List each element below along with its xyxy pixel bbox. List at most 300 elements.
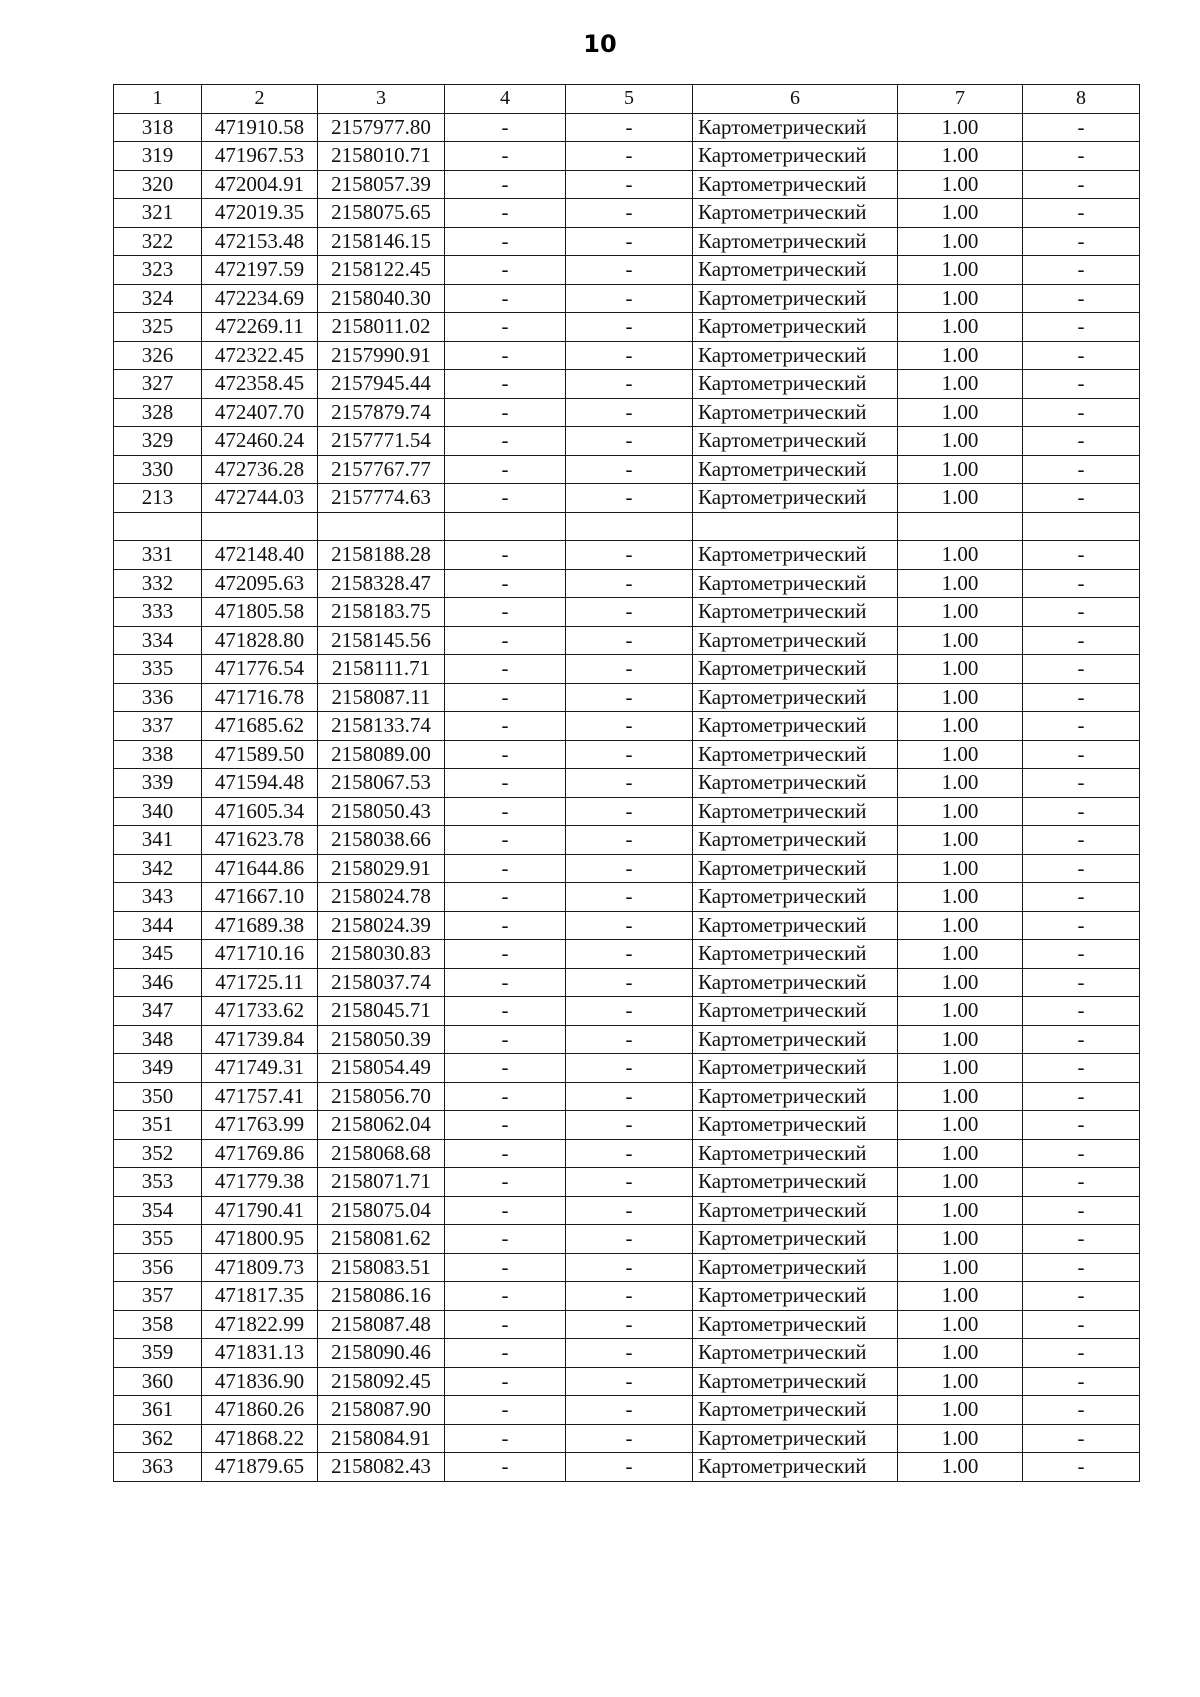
y-coordinate-cell: 2158328.47	[318, 569, 445, 598]
point-number-cell: 335	[114, 655, 202, 684]
x-coordinate-cell: 472269.11	[202, 313, 318, 342]
y-coordinate-cell: 2158024.78	[318, 883, 445, 912]
column-5-cell: -	[566, 1054, 693, 1083]
column-4-cell: -	[445, 1453, 566, 1482]
column-4-cell: -	[445, 113, 566, 142]
x-coordinate-cell: 471589.50	[202, 740, 318, 769]
x-coordinate-cell: 471623.78	[202, 826, 318, 855]
column-4-cell: -	[445, 655, 566, 684]
column-8-cell: -	[1023, 370, 1140, 399]
column-5-cell: -	[566, 1310, 693, 1339]
column-4-cell: -	[445, 1396, 566, 1425]
column-5-cell: -	[566, 227, 693, 256]
method-cell: Картометрический	[693, 484, 898, 513]
x-coordinate-cell: 471605.34	[202, 797, 318, 826]
column-4-cell: -	[445, 1025, 566, 1054]
column-4-cell: -	[445, 968, 566, 997]
column-8-cell: -	[1023, 455, 1140, 484]
page-number: 10	[583, 30, 617, 58]
table-row	[114, 341, 1140, 370]
column-header: 6	[693, 85, 898, 114]
method-cell: Картометрический	[693, 1054, 898, 1083]
column-8-cell: -	[1023, 313, 1140, 342]
point-number-cell: 330	[114, 455, 202, 484]
x-coordinate-cell: 471828.80	[202, 626, 318, 655]
table-body	[114, 113, 1140, 1481]
y-coordinate-cell: 2158188.28	[318, 541, 445, 570]
table-row	[114, 626, 1140, 655]
table-row	[114, 1025, 1140, 1054]
method-cell: Картометрический	[693, 911, 898, 940]
point-number-cell: 347	[114, 997, 202, 1026]
accuracy-cell: 1.00	[898, 569, 1023, 598]
y-coordinate-cell: 2158029.91	[318, 854, 445, 883]
method-cell: Картометрический	[693, 1225, 898, 1254]
x-coordinate-cell: 471644.86	[202, 854, 318, 883]
table-row	[114, 1111, 1140, 1140]
y-coordinate-cell: 2158087.48	[318, 1310, 445, 1339]
table-row	[114, 740, 1140, 769]
column-5-cell: -	[566, 569, 693, 598]
method-cell: Картометрический	[693, 1282, 898, 1311]
table-row	[114, 1196, 1140, 1225]
column-5-cell: -	[566, 113, 693, 142]
y-coordinate-cell: 2158092.45	[318, 1367, 445, 1396]
point-number-cell: 358	[114, 1310, 202, 1339]
method-cell: Картометрический	[693, 655, 898, 684]
x-coordinate-cell: 472322.45	[202, 341, 318, 370]
y-coordinate-cell: 2157771.54	[318, 427, 445, 456]
accuracy-cell: 1.00	[898, 1025, 1023, 1054]
column-4-cell: -	[445, 313, 566, 342]
x-coordinate-cell: 471836.90	[202, 1367, 318, 1396]
accuracy-cell: 1.00	[898, 1396, 1023, 1425]
x-coordinate-cell: 471710.16	[202, 940, 318, 969]
accuracy-cell: 1.00	[898, 341, 1023, 370]
method-cell: Картометрический	[693, 1424, 898, 1453]
column-8-cell: -	[1023, 968, 1140, 997]
point-number-cell: 336	[114, 683, 202, 712]
point-number-cell: 346	[114, 968, 202, 997]
column-5-cell	[566, 512, 693, 541]
table-row	[114, 170, 1140, 199]
column-5-cell: -	[566, 170, 693, 199]
x-coordinate-cell: 471822.99	[202, 1310, 318, 1339]
column-5-cell: -	[566, 427, 693, 456]
column-4-cell: -	[445, 1225, 566, 1254]
table-row	[114, 997, 1140, 1026]
x-coordinate-cell: 471868.22	[202, 1424, 318, 1453]
point-number-cell: 362	[114, 1424, 202, 1453]
table-row	[114, 142, 1140, 171]
column-4-cell: -	[445, 284, 566, 313]
method-cell: Картометрический	[693, 455, 898, 484]
method-cell: Картометрический	[693, 769, 898, 798]
x-coordinate-cell: 471757.41	[202, 1082, 318, 1111]
table-row	[114, 398, 1140, 427]
x-coordinate-cell: 471817.35	[202, 1282, 318, 1311]
accuracy-cell: 1.00	[898, 484, 1023, 513]
point-number-cell: 359	[114, 1339, 202, 1368]
accuracy-cell: 1.00	[898, 626, 1023, 655]
accuracy-cell	[898, 512, 1023, 541]
point-number-cell: 355	[114, 1225, 202, 1254]
y-coordinate-cell: 2158038.66	[318, 826, 445, 855]
column-5-cell: -	[566, 1367, 693, 1396]
x-coordinate-cell: 472019.35	[202, 199, 318, 228]
y-coordinate-cell: 2158087.11	[318, 683, 445, 712]
y-coordinate-cell: 2158089.00	[318, 740, 445, 769]
x-coordinate-cell: 471667.10	[202, 883, 318, 912]
column-8-cell: -	[1023, 256, 1140, 285]
x-coordinate-cell: 471800.95	[202, 1225, 318, 1254]
column-4-cell: -	[445, 199, 566, 228]
column-5-cell: -	[566, 1253, 693, 1282]
column-8-cell: -	[1023, 1424, 1140, 1453]
method-cell: Картометрический	[693, 997, 898, 1026]
column-5-cell: -	[566, 1282, 693, 1311]
accuracy-cell: 1.00	[898, 883, 1023, 912]
method-cell: Картометрический	[693, 199, 898, 228]
method-cell: Картометрический	[693, 1168, 898, 1197]
y-coordinate-cell: 2158183.75	[318, 598, 445, 627]
method-cell: Картометрический	[693, 1396, 898, 1425]
accuracy-cell: 1.00	[898, 199, 1023, 228]
point-number-cell: 328	[114, 398, 202, 427]
y-coordinate-cell: 2157879.74	[318, 398, 445, 427]
x-coordinate-cell: 471831.13	[202, 1339, 318, 1368]
y-coordinate-cell: 2157977.80	[318, 113, 445, 142]
point-number-cell: 350	[114, 1082, 202, 1111]
point-number-cell: 333	[114, 598, 202, 627]
column-5-cell: -	[566, 1139, 693, 1168]
column-5-cell: -	[566, 1339, 693, 1368]
point-number-cell: 357	[114, 1282, 202, 1311]
y-coordinate-cell: 2158050.43	[318, 797, 445, 826]
method-cell: Картометрический	[693, 256, 898, 285]
column-5-cell: -	[566, 940, 693, 969]
column-4-cell: -	[445, 1082, 566, 1111]
column-5-cell: -	[566, 826, 693, 855]
column-8-cell: -	[1023, 683, 1140, 712]
column-4-cell: -	[445, 626, 566, 655]
accuracy-cell: 1.00	[898, 826, 1023, 855]
method-cell: Картометрический	[693, 170, 898, 199]
x-coordinate-cell: 472460.24	[202, 427, 318, 456]
column-5-cell: -	[566, 370, 693, 399]
x-coordinate-cell: 471739.84	[202, 1025, 318, 1054]
column-5-cell: -	[566, 199, 693, 228]
point-number-cell: 324	[114, 284, 202, 313]
column-8-cell: -	[1023, 1025, 1140, 1054]
point-number-cell: 341	[114, 826, 202, 855]
method-cell: Картометрический	[693, 1453, 898, 1482]
y-coordinate-cell: 2158054.49	[318, 1054, 445, 1083]
column-8-cell: -	[1023, 1310, 1140, 1339]
column-8-cell: -	[1023, 712, 1140, 741]
table-row	[114, 370, 1140, 399]
column-8-cell: -	[1023, 740, 1140, 769]
accuracy-cell: 1.00	[898, 113, 1023, 142]
column-5-cell: -	[566, 598, 693, 627]
y-coordinate-cell: 2157945.44	[318, 370, 445, 399]
x-coordinate-cell: 471860.26	[202, 1396, 318, 1425]
table-row	[114, 883, 1140, 912]
point-number-cell: 334	[114, 626, 202, 655]
method-cell: Картометрический	[693, 626, 898, 655]
column-4-cell: -	[445, 598, 566, 627]
x-coordinate-cell: 472004.91	[202, 170, 318, 199]
accuracy-cell: 1.00	[898, 227, 1023, 256]
point-number-cell	[114, 512, 202, 541]
method-cell	[693, 512, 898, 541]
accuracy-cell: 1.00	[898, 541, 1023, 570]
y-coordinate-cell: 2158145.56	[318, 626, 445, 655]
column-4-cell: -	[445, 1054, 566, 1083]
accuracy-cell: 1.00	[898, 370, 1023, 399]
column-5-cell: -	[566, 769, 693, 798]
y-coordinate-cell: 2158086.16	[318, 1282, 445, 1311]
point-number-cell: 325	[114, 313, 202, 342]
y-coordinate-cell: 2158071.71	[318, 1168, 445, 1197]
column-5-cell: -	[566, 1168, 693, 1197]
method-cell: Картометрический	[693, 883, 898, 912]
column-8-cell: -	[1023, 427, 1140, 456]
x-coordinate-cell: 471809.73	[202, 1253, 318, 1282]
column-8-cell: -	[1023, 1168, 1140, 1197]
method-cell: Картометрический	[693, 1253, 898, 1282]
y-coordinate-cell	[318, 512, 445, 541]
y-coordinate-cell: 2158045.71	[318, 997, 445, 1026]
column-4-cell: -	[445, 826, 566, 855]
column-header: 8	[1023, 85, 1140, 114]
method-cell: Картометрический	[693, 370, 898, 399]
accuracy-cell: 1.00	[898, 598, 1023, 627]
x-coordinate-cell: 471763.99	[202, 1111, 318, 1140]
column-8-cell: -	[1023, 484, 1140, 513]
table-row	[114, 797, 1140, 826]
column-5-cell: -	[566, 541, 693, 570]
column-8-cell: -	[1023, 655, 1140, 684]
column-4-cell: -	[445, 1196, 566, 1225]
column-8-cell: -	[1023, 1054, 1140, 1083]
point-number-cell: 344	[114, 911, 202, 940]
method-cell: Картометрический	[693, 427, 898, 456]
x-coordinate-cell: 472407.70	[202, 398, 318, 427]
accuracy-cell: 1.00	[898, 1282, 1023, 1311]
point-number-cell: 363	[114, 1453, 202, 1482]
column-8-cell: -	[1023, 1139, 1140, 1168]
column-8-cell: -	[1023, 598, 1140, 627]
point-number-cell: 326	[114, 341, 202, 370]
column-4-cell: -	[445, 1253, 566, 1282]
table-row	[114, 1282, 1140, 1311]
table-row	[114, 541, 1140, 570]
y-coordinate-cell: 2158133.74	[318, 712, 445, 741]
method-cell: Картометрический	[693, 313, 898, 342]
table-row	[114, 911, 1140, 940]
x-coordinate-cell: 472358.45	[202, 370, 318, 399]
column-5-cell: -	[566, 398, 693, 427]
point-number-cell: 332	[114, 569, 202, 598]
point-number-cell: 342	[114, 854, 202, 883]
column-8-cell: -	[1023, 826, 1140, 855]
point-number-cell: 353	[114, 1168, 202, 1197]
point-number-cell: 329	[114, 427, 202, 456]
column-5-cell: -	[566, 883, 693, 912]
table-row	[114, 427, 1140, 456]
column-5-cell: -	[566, 1225, 693, 1254]
table-row	[114, 598, 1140, 627]
table-row	[114, 284, 1140, 313]
column-5-cell: -	[566, 683, 693, 712]
column-5-cell: -	[566, 712, 693, 741]
point-number-cell: 322	[114, 227, 202, 256]
y-coordinate-cell: 2158084.91	[318, 1424, 445, 1453]
column-8-cell: -	[1023, 541, 1140, 570]
column-5-cell: -	[566, 1082, 693, 1111]
table-row	[114, 1339, 1140, 1368]
column-5-cell: -	[566, 1111, 693, 1140]
column-4-cell: -	[445, 797, 566, 826]
column-4-cell: -	[445, 1339, 566, 1368]
accuracy-cell: 1.00	[898, 997, 1023, 1026]
method-cell: Картометрический	[693, 569, 898, 598]
column-8-cell: -	[1023, 1396, 1140, 1425]
column-8-cell: -	[1023, 854, 1140, 883]
table-row	[114, 712, 1140, 741]
table-row	[114, 256, 1140, 285]
method-cell: Картометрический	[693, 826, 898, 855]
method-cell: Картометрический	[693, 797, 898, 826]
column-4-cell: -	[445, 427, 566, 456]
accuracy-cell: 1.00	[898, 940, 1023, 969]
column-4-cell: -	[445, 170, 566, 199]
point-number-cell: 343	[114, 883, 202, 912]
column-4-cell: -	[445, 1139, 566, 1168]
accuracy-cell: 1.00	[898, 455, 1023, 484]
method-cell: Картометрический	[693, 113, 898, 142]
y-coordinate-cell: 2158011.02	[318, 313, 445, 342]
point-number-cell: 337	[114, 712, 202, 741]
column-4-cell	[445, 512, 566, 541]
column-8-cell: -	[1023, 341, 1140, 370]
column-8-cell: -	[1023, 1453, 1140, 1482]
x-coordinate-cell: 471685.62	[202, 712, 318, 741]
x-coordinate-cell	[202, 512, 318, 541]
point-number-cell: 352	[114, 1139, 202, 1168]
column-8-cell: -	[1023, 113, 1140, 142]
x-coordinate-cell: 471594.48	[202, 769, 318, 798]
accuracy-cell: 1.00	[898, 398, 1023, 427]
method-cell: Картометрический	[693, 598, 898, 627]
column-8-cell: -	[1023, 227, 1140, 256]
method-cell: Картометрический	[693, 541, 898, 570]
column-5-cell: -	[566, 1396, 693, 1425]
column-4-cell: -	[445, 256, 566, 285]
table-row	[114, 683, 1140, 712]
column-8-cell: -	[1023, 1282, 1140, 1311]
accuracy-cell: 1.00	[898, 968, 1023, 997]
x-coordinate-cell: 471790.41	[202, 1196, 318, 1225]
accuracy-cell: 1.00	[898, 1339, 1023, 1368]
column-5-cell: -	[566, 455, 693, 484]
method-cell: Картометрический	[693, 284, 898, 313]
column-4-cell: -	[445, 1168, 566, 1197]
point-number-cell: 321	[114, 199, 202, 228]
column-5-cell: -	[566, 484, 693, 513]
table-row	[114, 1424, 1140, 1453]
y-coordinate-cell: 2158146.15	[318, 227, 445, 256]
accuracy-cell: 1.00	[898, 1367, 1023, 1396]
accuracy-cell: 1.00	[898, 1453, 1023, 1482]
column-4-cell: -	[445, 940, 566, 969]
column-5-cell: -	[566, 341, 693, 370]
table-row	[114, 1453, 1140, 1482]
column-4-cell: -	[445, 740, 566, 769]
point-number-cell: 360	[114, 1367, 202, 1396]
accuracy-cell: 1.00	[898, 683, 1023, 712]
y-coordinate-cell: 2158067.53	[318, 769, 445, 798]
column-4-cell: -	[445, 854, 566, 883]
point-number-cell: 356	[114, 1253, 202, 1282]
table-row	[114, 313, 1140, 342]
column-header: 4	[445, 85, 566, 114]
method-cell: Картометрический	[693, 1310, 898, 1339]
point-number-cell: 338	[114, 740, 202, 769]
x-coordinate-cell: 471910.58	[202, 113, 318, 142]
point-number-cell: 340	[114, 797, 202, 826]
y-coordinate-cell: 2158057.39	[318, 170, 445, 199]
column-5-cell: -	[566, 284, 693, 313]
method-cell: Картометрический	[693, 142, 898, 171]
accuracy-cell: 1.00	[898, 1139, 1023, 1168]
column-4-cell: -	[445, 1111, 566, 1140]
x-coordinate-cell: 471805.58	[202, 598, 318, 627]
column-4-cell: -	[445, 911, 566, 940]
x-coordinate-cell: 472148.40	[202, 541, 318, 570]
column-4-cell: -	[445, 484, 566, 513]
point-number-cell: 327	[114, 370, 202, 399]
method-cell: Картометрический	[693, 1196, 898, 1225]
column-4-cell: -	[445, 1424, 566, 1453]
point-number-cell: 339	[114, 769, 202, 798]
x-coordinate-cell: 471776.54	[202, 655, 318, 684]
table-row	[114, 484, 1140, 513]
method-cell: Картометрический	[693, 1339, 898, 1368]
column-8-cell: -	[1023, 997, 1140, 1026]
column-8-cell: -	[1023, 284, 1140, 313]
column-header: 7	[898, 85, 1023, 114]
method-cell: Картометрический	[693, 740, 898, 769]
table-header-row	[114, 85, 1140, 114]
column-header: 2	[202, 85, 318, 114]
column-5-cell: -	[566, 797, 693, 826]
y-coordinate-cell: 2158087.90	[318, 1396, 445, 1425]
y-coordinate-cell: 2158010.71	[318, 142, 445, 171]
column-8-cell: -	[1023, 142, 1140, 171]
table-row	[114, 1168, 1140, 1197]
column-8-cell: -	[1023, 911, 1140, 940]
table-row	[114, 854, 1140, 883]
table-row	[114, 1310, 1140, 1339]
column-4-cell: -	[445, 712, 566, 741]
x-coordinate-cell: 471879.65	[202, 1453, 318, 1482]
point-number-cell: 320	[114, 170, 202, 199]
y-coordinate-cell: 2158062.04	[318, 1111, 445, 1140]
column-8-cell: -	[1023, 1339, 1140, 1368]
point-number-cell: 323	[114, 256, 202, 285]
